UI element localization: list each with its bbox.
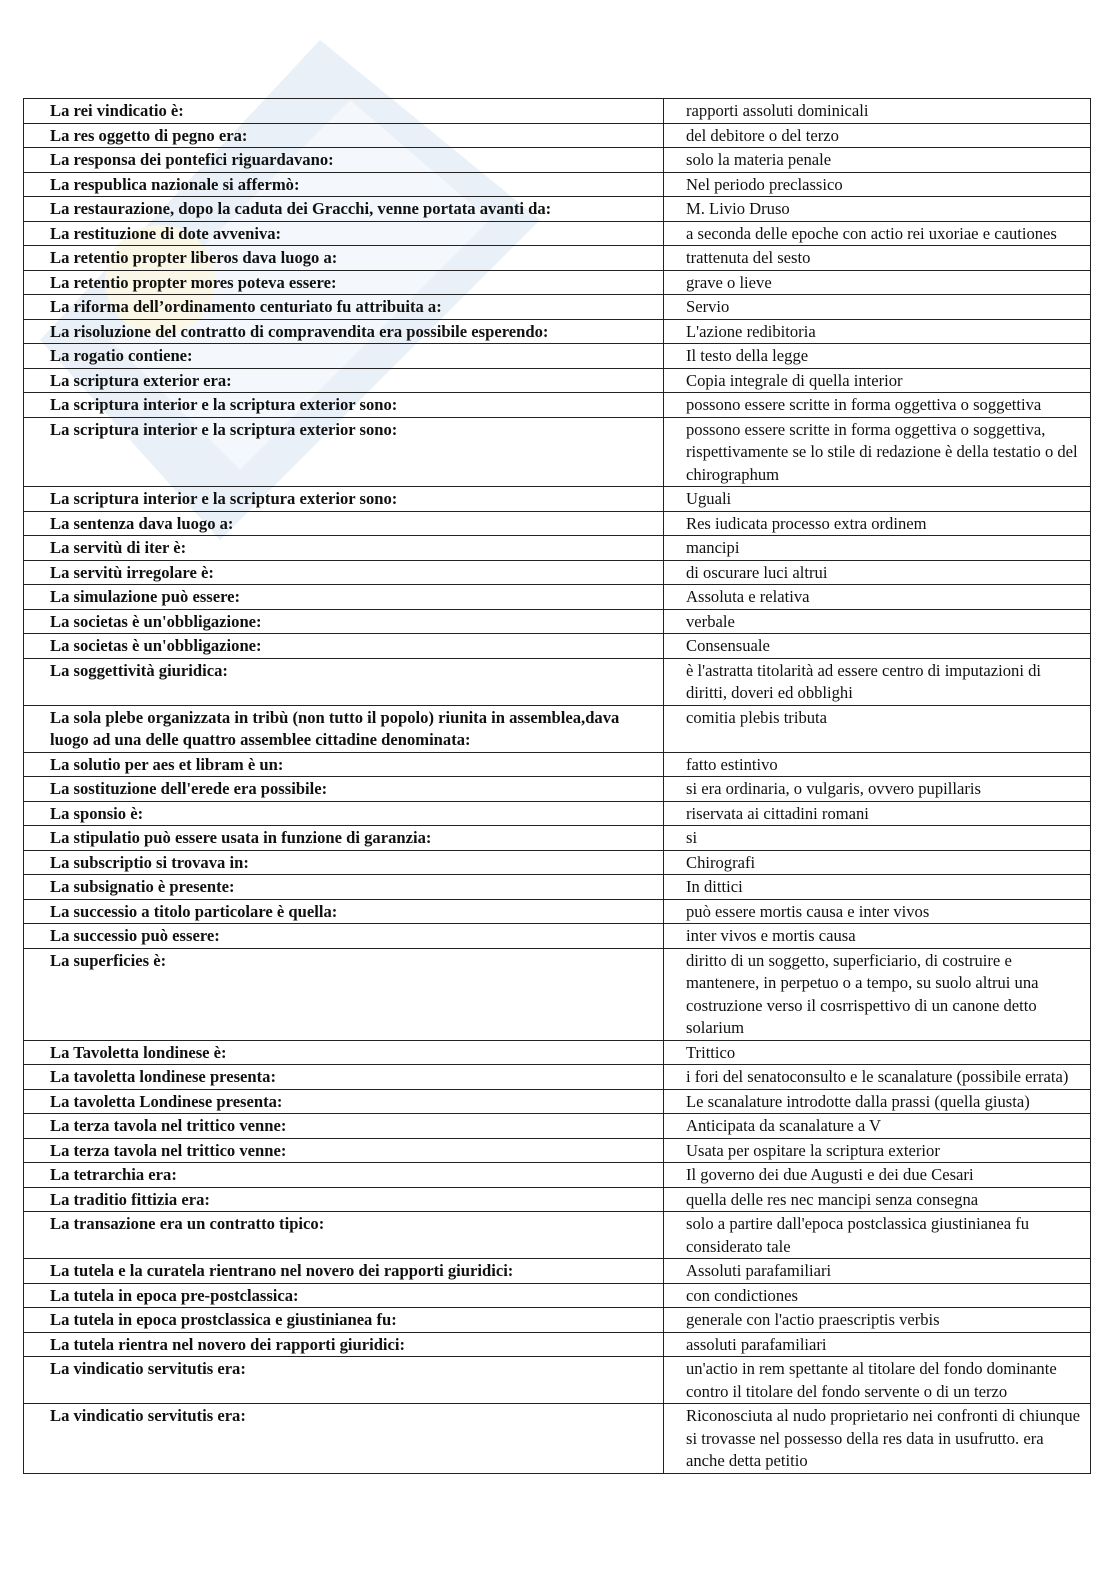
answer-cell: Servio bbox=[664, 295, 1091, 320]
table-row bbox=[24, 1404, 1091, 1474]
answer-cell: rapporti assoluti dominicali bbox=[664, 99, 1091, 124]
question-cell: La scriptura interior e la scriptura exterior sono: bbox=[24, 487, 664, 512]
answer-cell: Le scanalature introdotte dalla prassi (quella giusta) bbox=[664, 1089, 1091, 1114]
table-row bbox=[24, 270, 1091, 295]
question-cell: La tetrarchia era: bbox=[24, 1163, 664, 1188]
question-cell: La simulazione può essere: bbox=[24, 585, 664, 610]
table-row bbox=[24, 752, 1091, 777]
question-cell: La vindicatio servitutis era: bbox=[24, 1404, 664, 1474]
table-row bbox=[24, 1163, 1091, 1188]
table-row bbox=[24, 948, 1091, 1040]
answer-cell: comitia plebis tributa bbox=[664, 705, 1091, 752]
answer-cell: In dittici bbox=[664, 875, 1091, 900]
table-row bbox=[24, 801, 1091, 826]
table-row bbox=[24, 658, 1091, 705]
question-cell: La sola plebe organizzata in tribù (non tutto il popolo) riunita in assemblea,dava luogo ad una delle quattro assemblee cittadine denominata: bbox=[24, 705, 664, 752]
answer-cell: è l'astratta titolarità ad essere centro di imputazioni di diritti, doveri ed obblighi bbox=[664, 658, 1091, 705]
table-row bbox=[24, 246, 1091, 271]
question-cell: La retentio propter liberos dava luogo a: bbox=[24, 246, 664, 271]
table-row bbox=[24, 1212, 1091, 1259]
answer-cell: Usata per ospitare la scriptura exterior bbox=[664, 1138, 1091, 1163]
table-row bbox=[24, 875, 1091, 900]
question-cell: La tutela e la curatela rientrano nel novero dei rapporti giuridici: bbox=[24, 1259, 664, 1284]
question-cell: La rogatio contiene: bbox=[24, 344, 664, 369]
table-row bbox=[24, 1357, 1091, 1404]
question-cell: La riforma dell’ordinamento centuriato fu attribuita a: bbox=[24, 295, 664, 320]
table-row bbox=[24, 197, 1091, 222]
question-cell: La terza tavola nel trittico venne: bbox=[24, 1138, 664, 1163]
table-row bbox=[24, 1114, 1091, 1139]
question-cell: La terza tavola nel trittico venne: bbox=[24, 1114, 664, 1139]
answer-cell: può essere mortis causa e inter vivos bbox=[664, 899, 1091, 924]
question-cell: La sentenza dava luogo a: bbox=[24, 511, 664, 536]
answer-cell: Uguali bbox=[664, 487, 1091, 512]
table-row bbox=[24, 1332, 1091, 1357]
answer-cell: assoluti parafamiliari bbox=[664, 1332, 1091, 1357]
question-cell: La traditio fittizia era: bbox=[24, 1187, 664, 1212]
answer-cell: possono essere scritte in forma oggettiva o soggettiva, rispettivamente se lo stile di redazione è della testatio o del chirographum bbox=[664, 417, 1091, 487]
table-row bbox=[24, 1138, 1091, 1163]
table-row bbox=[24, 99, 1091, 124]
table-row bbox=[24, 826, 1091, 851]
question-cell: La scriptura interior e la scriptura exterior sono: bbox=[24, 417, 664, 487]
question-cell: La soggettività giuridica: bbox=[24, 658, 664, 705]
answer-cell: grave o lieve bbox=[664, 270, 1091, 295]
question-cell: La tavoletta Londinese presenta: bbox=[24, 1089, 664, 1114]
question-cell: La successio a titolo particolare è quella: bbox=[24, 899, 664, 924]
answer-cell: Trittico bbox=[664, 1040, 1091, 1065]
table-row bbox=[24, 777, 1091, 802]
answer-cell: Chirografi bbox=[664, 850, 1091, 875]
question-cell: La successio può essere: bbox=[24, 924, 664, 949]
qa-table bbox=[23, 98, 1091, 1474]
question-cell: La tavoletta londinese presenta: bbox=[24, 1065, 664, 1090]
table-row bbox=[24, 148, 1091, 173]
question-cell: La servitù irregolare è: bbox=[24, 560, 664, 585]
table-row bbox=[24, 511, 1091, 536]
answer-cell: Il testo della legge bbox=[664, 344, 1091, 369]
answer-cell: Anticipata da scanalature a V bbox=[664, 1114, 1091, 1139]
answer-cell: un'actio in rem spettante al titolare del fondo dominante contro il titolare del fondo servente o di un terzo bbox=[664, 1357, 1091, 1404]
table-row bbox=[24, 705, 1091, 752]
table-row bbox=[24, 344, 1091, 369]
answer-cell: Riconosciuta al nudo proprietario nei confronti di chiunque si trovasse nel possesso della res data in usufrutto. era anche detta petitio bbox=[664, 1404, 1091, 1474]
question-cell: La sponsio è: bbox=[24, 801, 664, 826]
question-cell: La retentio propter mores poteva essere: bbox=[24, 270, 664, 295]
answer-cell: Nel periodo preclassico bbox=[664, 172, 1091, 197]
question-cell: La restituzione di dote avveniva: bbox=[24, 221, 664, 246]
answer-cell: si bbox=[664, 826, 1091, 851]
question-cell: La vindicatio servitutis era: bbox=[24, 1357, 664, 1404]
table-row bbox=[24, 899, 1091, 924]
answer-cell: mancipi bbox=[664, 536, 1091, 561]
question-cell: La restaurazione, dopo la caduta dei Gracchi, venne portata avanti da: bbox=[24, 197, 664, 222]
question-cell: La rei vindicatio è: bbox=[24, 99, 664, 124]
answer-cell: Il governo dei due Augusti e dei due Cesari bbox=[664, 1163, 1091, 1188]
table-row bbox=[24, 1040, 1091, 1065]
table-row bbox=[24, 1065, 1091, 1090]
question-cell: La societas è un'obbligazione: bbox=[24, 634, 664, 659]
table-row bbox=[24, 172, 1091, 197]
question-cell: La societas è un'obbligazione: bbox=[24, 609, 664, 634]
answer-cell: i fori del senatoconsulto e le scanalature (possibile errata) bbox=[664, 1065, 1091, 1090]
answer-cell: si era ordinaria, o vulgaris, ovvero pupillaris bbox=[664, 777, 1091, 802]
table-row bbox=[24, 585, 1091, 610]
answer-cell: M. Livio Druso bbox=[664, 197, 1091, 222]
question-cell: La res oggetto di pegno era: bbox=[24, 123, 664, 148]
table-row bbox=[24, 487, 1091, 512]
question-cell: La servitù di iter è: bbox=[24, 536, 664, 561]
answer-cell: di oscurare luci altrui bbox=[664, 560, 1091, 585]
question-cell: La Tavoletta londinese è: bbox=[24, 1040, 664, 1065]
answer-cell: L'azione redibitoria bbox=[664, 319, 1091, 344]
answer-cell: con condictiones bbox=[664, 1283, 1091, 1308]
answer-cell: Res iudicata processo extra ordinem bbox=[664, 511, 1091, 536]
table-row bbox=[24, 393, 1091, 418]
question-cell: La stipulatio può essere usata in funzione di garanzia: bbox=[24, 826, 664, 851]
answer-cell: diritto di un soggetto, superficiario, di costruire e mantenere, in perpetuo o a tempo, su suolo altrui una costruzione verso il cosrrispettivo di un canone detto solarium bbox=[664, 948, 1091, 1040]
answer-cell: Assoluta e relativa bbox=[664, 585, 1091, 610]
question-cell: La tutela rientra nel novero dei rapporti giuridici: bbox=[24, 1332, 664, 1357]
table-row bbox=[24, 850, 1091, 875]
answer-cell: generale con l'actio praescriptis verbis bbox=[664, 1308, 1091, 1333]
question-cell: La scriptura interior e la scriptura exterior sono: bbox=[24, 393, 664, 418]
answer-cell: Consensuale bbox=[664, 634, 1091, 659]
question-cell: La tutela in epoca pre-postclassica: bbox=[24, 1283, 664, 1308]
answer-cell: verbale bbox=[664, 609, 1091, 634]
answer-cell: Copia integrale di quella interior bbox=[664, 368, 1091, 393]
answer-cell: trattenuta del sesto bbox=[664, 246, 1091, 271]
table-row bbox=[24, 319, 1091, 344]
answer-cell: inter vivos e mortis causa bbox=[664, 924, 1091, 949]
question-cell: La superficies è: bbox=[24, 948, 664, 1040]
table-row bbox=[24, 1283, 1091, 1308]
answer-cell: fatto estintivo bbox=[664, 752, 1091, 777]
table-row bbox=[24, 609, 1091, 634]
table-row bbox=[24, 295, 1091, 320]
table-row bbox=[24, 1259, 1091, 1284]
question-cell: La subsignatio è presente: bbox=[24, 875, 664, 900]
table-row bbox=[24, 634, 1091, 659]
question-cell: La tutela in epoca prostclassica e giustinianea fu: bbox=[24, 1308, 664, 1333]
question-cell: La respublica nazionale si affermò: bbox=[24, 172, 664, 197]
table-row bbox=[24, 1308, 1091, 1333]
question-cell: La transazione era un contratto tipico: bbox=[24, 1212, 664, 1259]
question-cell: La subscriptio si trovava in: bbox=[24, 850, 664, 875]
table-row bbox=[24, 536, 1091, 561]
answer-cell: solo a partire dall'epoca postclassica giustinianea fu considerato tale bbox=[664, 1212, 1091, 1259]
answer-cell: solo la materia penale bbox=[664, 148, 1091, 173]
question-cell: La scriptura exterior era: bbox=[24, 368, 664, 393]
answer-cell: Assoluti parafamiliari bbox=[664, 1259, 1091, 1284]
question-cell: La responsa dei pontefici riguardavano: bbox=[24, 148, 664, 173]
answer-cell: riservata ai cittadini romani bbox=[664, 801, 1091, 826]
question-cell: La risoluzione del contratto di compravendita era possibile esperendo: bbox=[24, 319, 664, 344]
answer-cell: possono essere scritte in forma oggettiva o soggettiva bbox=[664, 393, 1091, 418]
table-row bbox=[24, 417, 1091, 487]
table-row bbox=[24, 560, 1091, 585]
table-row bbox=[24, 924, 1091, 949]
answer-cell: a seconda delle epoche con actio rei uxoriae e cautiones bbox=[664, 221, 1091, 246]
table-row bbox=[24, 123, 1091, 148]
question-cell: La solutio per aes et libram è un: bbox=[24, 752, 664, 777]
table-row bbox=[24, 221, 1091, 246]
question-cell: La sostituzione dell'erede era possibile: bbox=[24, 777, 664, 802]
answer-cell: quella delle res nec mancipi senza consegna bbox=[664, 1187, 1091, 1212]
table-row bbox=[24, 368, 1091, 393]
answer-cell: del debitore o del terzo bbox=[664, 123, 1091, 148]
table-row bbox=[24, 1089, 1091, 1114]
table-row bbox=[24, 1187, 1091, 1212]
